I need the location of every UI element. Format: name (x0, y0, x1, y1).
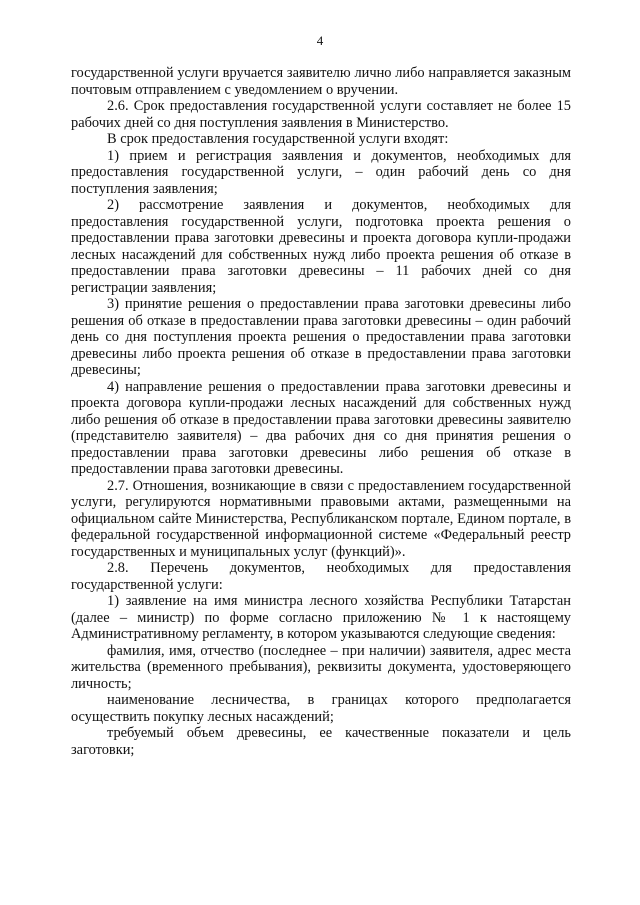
paragraph: В срок предоставления государственной услуги входят: (107, 131, 449, 147)
paragraph: 2.8. Перечень документов, необходимых для предоставления государственной услуги: (71, 560, 571, 593)
paragraph: фамилия, имя, отчество (последнее – при наличии) заявителя, адрес места жительства (временного пребывания), реквизиты документа, удостоверяющего личность; (71, 642, 571, 692)
paragraph: 1) заявление на имя министра лесного хозяйства Республики Татарстан (далее – министр) по форме согласно приложению № 1 к настоящему Административному регламенту, в котором указываются следующие сведения: (71, 593, 571, 642)
page-number: 4 (316, 33, 324, 48)
paragraph: наименование лесничества, в границах которого предполагается осуществить покупку лесных насаждений; (71, 692, 571, 725)
paragraph: 4) направление решения о предоставлении права заготовки древесины и проекта договора купли-продажи лесных насаждений для собственных нужд либо решения об отказе в предоставлении права заготовки древесины заявителю (представителю заявителя) – два рабочих дня со дня принятия решения о предоставлении права заготовки древесины либо решения об отказе в предоставлении права заготовки древесины. (71, 378, 571, 477)
paragraph: 2) рассмотрение заявления и документов, необходимых для предоставления государственной услуги, подготовка проекта решения о предоставлении права заготовки древесины и проекта договора купли-продажи лесных насаждений для собственных нужд либо проекта решения об отказе в предоставлении права заготовки древесины – 11 рабочих дней со дня регистрации заявления; (71, 197, 571, 296)
paragraph: 2.6. Срок предоставления государственной услуги составляет не более 15 рабочих дней со дня поступления заявления в Министерство. (71, 98, 571, 131)
document-body (71, 65, 571, 758)
paragraph: 2.7. Отношения, возникающие в связи с предоставлением государственной услуги, регулируются нормативными правовыми актами, размещенными на официальном сайте Министерства, Республиканском портале, Едином портале, в федеральной государственной информационной системе «Федеральный реестр государственных и муниципальных услуг (функций)». (71, 477, 571, 560)
paragraph: требуемый объем древесины, ее качественные показатели и цель заготовки; (71, 725, 571, 758)
paragraph: государственной услуги вручается заявителю лично либо направляется заказным почтовым отправлением с уведомлением о вручении. (71, 65, 571, 98)
paragraph: 1) прием и регистрация заявления и документов, необходимых для предоставления государственной услуги, – один рабочий день со дня поступления заявления; (71, 147, 571, 197)
paragraph: 3) принятие решения о предоставлении права заготовки древесины либо решения об отказе в предоставлении права заготовки древесины – один рабочий день со дня поступления проекта решения о предоставлении права заготовки древесины либо проекта решения об отказе в предоставлении права заготовки древесины; (71, 296, 571, 378)
